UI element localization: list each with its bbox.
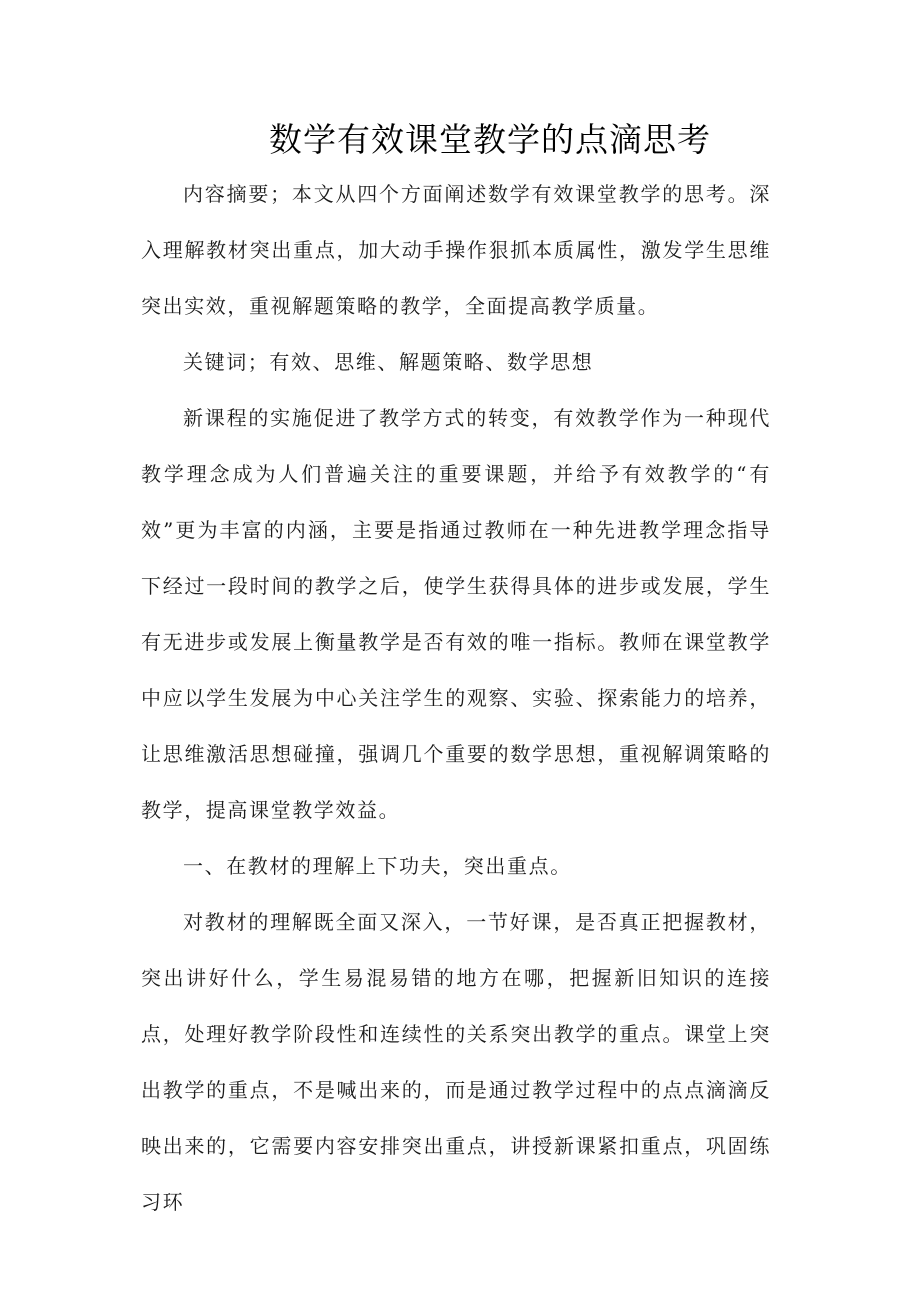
section-heading-1: 一、在教材的理解上下功夫，突出重点。	[183, 854, 572, 878]
intro-paragraph: 新课程的实施促进了教学方式的转变，有效教学作为一种现代教学理念成为人们普遍关注的重要课题，并给予有效教学的“有效”更为丰富的内涵，主要是指通过教师在一种先进教学理念指导下经过一段时间的教学之后，使学生获得具体的进步或发展，学生有无进步或发展上衡量教学是否有效的唯一指标。教师在课堂教学中应以学生发展为中心关注学生的观察、实验、探索能力的培养，让思维激活思想碰撞，强调几个重要的数学思想，重视解调策略的教学，提高课堂教学效益。	[141, 406, 771, 822]
document-body	[141, 166, 771, 1230]
keywords-paragraph: 关键词；有效、思维、解题策略、数学思想	[183, 350, 594, 374]
abstract-paragraph: 内容摘要；本文从四个方面阐述数学有效课堂教学的思考。深入理解教材突出重点，加大动手操作狠抓本质属性，激发学生思维突出实效，重视解题策略的教学，全面提高教学质量。	[141, 182, 771, 318]
document-title: 数学有效课堂教学的点滴思考	[269, 120, 711, 159]
section-1-paragraph: 对教材的理解既全面又深入，一节好课，是否真正把握教材，突出讲好什么，学生易混易错的地方在哪，把握新旧知识的连接点，处理好教学阶段性和连续性的关系突出教学的重点。课堂上突出教学的重点，不是喊出来的，而是通过教学过程中的点点滴滴反映出来的，它需要内容安排突出重点，讲授新课紧扣重点，巩固练习环	[141, 910, 771, 1214]
